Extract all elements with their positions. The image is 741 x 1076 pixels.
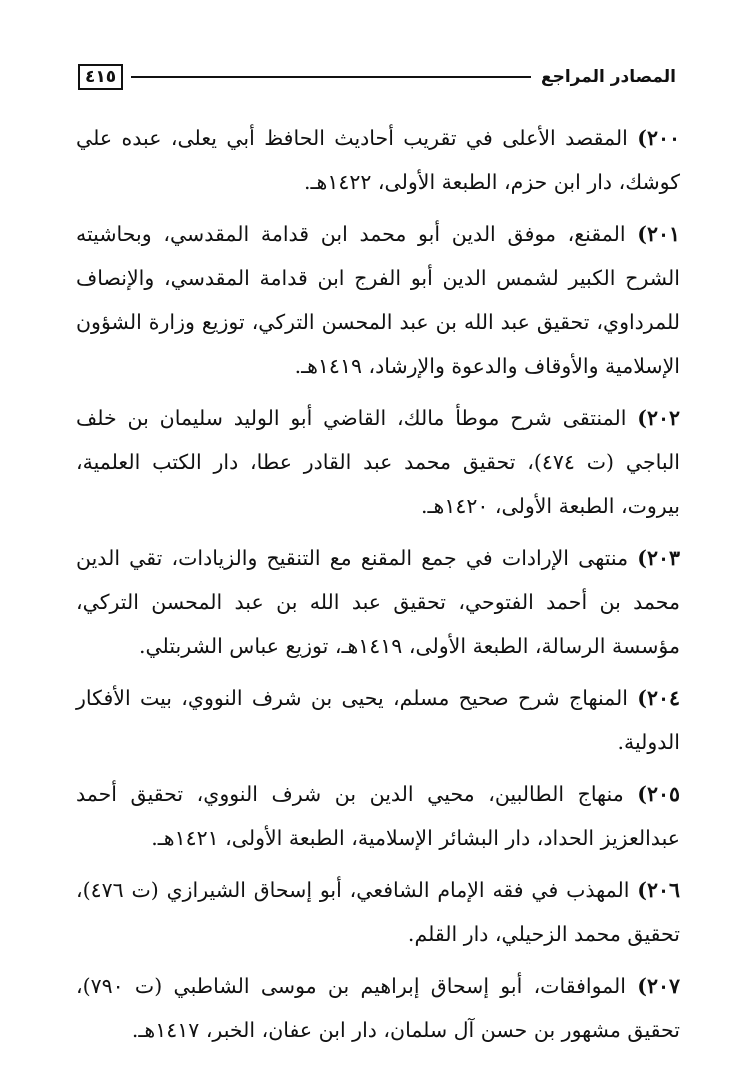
page-number: ٤١٥ <box>78 64 123 90</box>
reference-entry <box>76 116 680 204</box>
entry-text: المهذب في فقه الإمام الشافعي، أبو إسحاق الشيرازي (ت ٤٧٦)، تحقيق محمد الزحيلي، دار القلم. <box>76 878 680 946</box>
entry-number: ٢٠٠) <box>637 126 680 150</box>
entry-number: ٢٠٢) <box>637 406 680 430</box>
entry-text: المنتقى شرح موطأ مالك، القاضي أبو الوليد سليمان بن خلف الباجي (ت ٤٧٤)، تحقيق محمد عبد القادر عطا، دار الكتب العلمية، بيروت، الطبعة الأولى، ١٤٢٠هـ. <box>76 406 680 518</box>
reference-entry <box>76 964 680 1052</box>
entry-text: الموافقات، أبو إسحاق إبراهيم بن موسى الشاطبي (ت ٧٩٠)، تحقيق مشهور بن حسن آل سلمان، دار ابن عفان، الخبر، ١٤١٧هـ. <box>76 974 680 1042</box>
entry-text: المقصد الأعلى في تقريب أحاديث الحافظ أبي يعلى، عبده علي كوشك، دار ابن حزم، الطبعة الأولى، ١٤٢٢هـ. <box>76 126 680 194</box>
entry-number: ٢٠١) <box>637 222 680 246</box>
entry-text: المقنع، موفق الدين أبو محمد ابن قدامة المقدسي، وبحاشيته الشرح الكبير لشمس الدين أبو الفرج ابن قدامة المقدسي، والإنصاف للمرداوي، تحقيق عبد الله بن عبد المحسن التركي، توزيع وزارة الشؤون الإسلامية والأوقاف والدعوة والإرشاد، ١٤١٩هـ. <box>76 222 680 378</box>
header-rule <box>131 76 531 78</box>
reference-entry <box>76 868 680 956</box>
reference-entry <box>76 212 680 388</box>
reference-list <box>76 116 680 1060</box>
entry-number: ٢٠٦) <box>637 878 680 902</box>
page-header <box>78 62 676 92</box>
entry-number: ٢٠٥) <box>637 782 680 806</box>
entry-text: منهاج الطالبين، محيي الدين بن شرف النووي، تحقيق أحمد عبدالعزيز الحداد، دار البشائر الإسلامية، الطبعة الأولى، ١٤٢١هـ. <box>76 782 680 850</box>
reference-entry <box>76 676 680 764</box>
reference-entry <box>76 536 680 668</box>
reference-entry <box>76 772 680 860</box>
entry-number: ٢٠٧) <box>637 974 680 998</box>
entry-text: المنهاج شرح صحيح مسلم، يحيى بن شرف النووي، بيت الأفكار الدولية. <box>76 686 680 754</box>
entry-number: ٢٠٤) <box>637 686 680 710</box>
reference-entry <box>76 396 680 528</box>
running-title: المصادر المراجع <box>540 67 676 87</box>
entry-text: منتهى الإرادات في جمع المقنع مع التنقيح والزيادات، تقي الدين محمد بن أحمد الفتوحي، تحقيق عبد الله بن عبد المحسن التركي، مؤسسة الرسالة، الطبعة الأولى، ١٤١٩هـ، توزيع عباس الشربتلي. <box>76 546 680 658</box>
entry-number: ٢٠٣) <box>637 546 680 570</box>
